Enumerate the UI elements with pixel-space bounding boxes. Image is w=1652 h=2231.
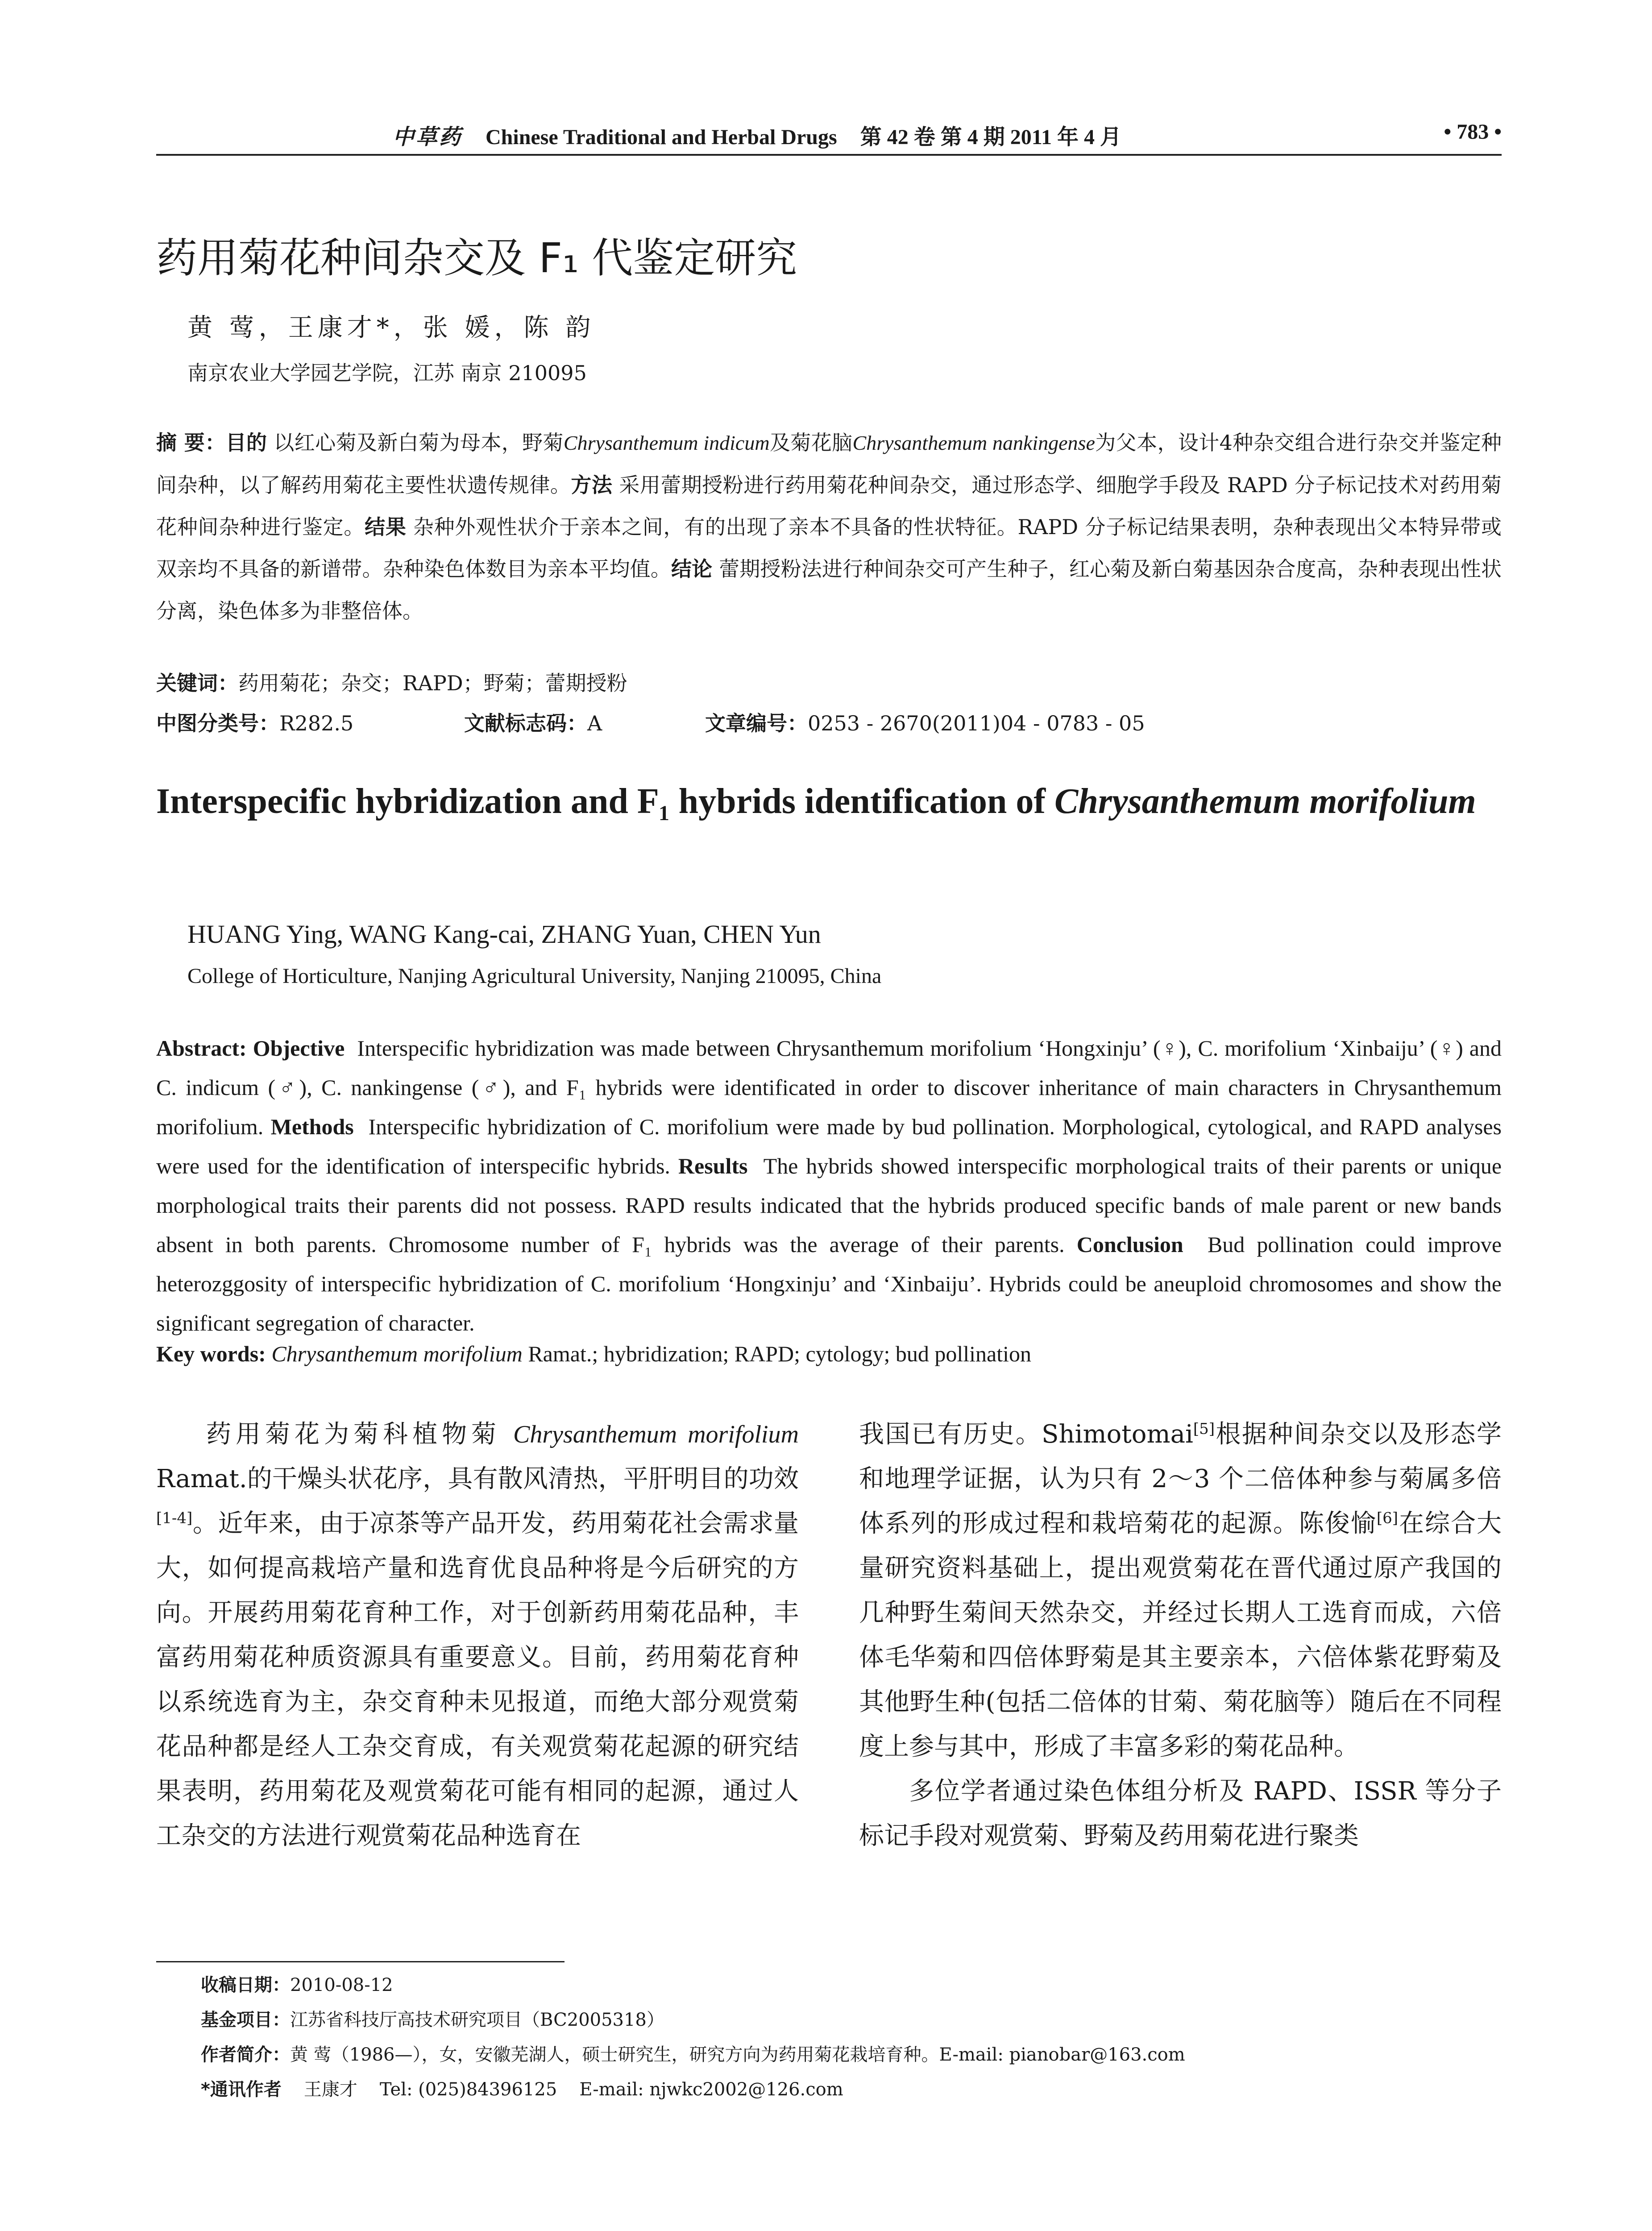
cn-classification	[156, 707, 1502, 737]
footnote-label: *通讯作者	[201, 2079, 282, 2100]
class-value: R282.5	[279, 711, 354, 735]
page-number: • 783 •	[1444, 120, 1502, 144]
en-abstract-label: Abstract:	[156, 1036, 247, 1061]
cn-keywords-label: 关键词：	[156, 671, 238, 695]
body-paragraph	[859, 1412, 1502, 1769]
journal-issue: 第 42 卷 第 4 期 2011 年 4 月	[860, 125, 1122, 149]
journal-header	[156, 120, 1502, 155]
footnote-text: Tel: (025)84396125	[379, 2079, 557, 2100]
citation: [1-4]	[156, 1509, 193, 1527]
cn-methods-label: 方法	[571, 473, 613, 497]
en-methods-text: Interspecific hybridization of C. morifolium were made by bud pollination. Morphological, cytological, and RAPD analyses were used for the identification of interspecific hybrids.	[156, 1114, 1502, 1178]
cn-conclusion-text: 蕾期授粉法进行种间杂交可产生种子，红心菊及新白菊基因杂合度高，杂种表现出性状分离，染色体多为非整倍体。	[156, 557, 1502, 623]
footnotes	[201, 1968, 1185, 2107]
body-text: 在综合大量研究资料基础上，提出观赏菊花在晋代通过原产我国的几种野生菊间天然杂交，并经过长期人工选育而成，六倍体毛华菊和四倍体野菊是其主要亲本，六倍体紫花野菊及其他野生种(包括二倍体的甘菊、菊花脑等）随后在不同程度上参与其中，形成了丰富多彩的菊花品种。	[859, 1509, 1502, 1761]
cn-objective-text: 为父本，设计4种杂交组合进行杂交并鉴定种间杂种，以了解药用菊花主要性状遗传规律。	[156, 431, 1502, 497]
latin-name: Chrysanthemum nankingense	[852, 431, 1095, 454]
cn-keywords	[156, 667, 627, 697]
header-rule	[156, 154, 1502, 156]
cn-objective-label: 目的	[225, 431, 267, 455]
body-text: 根据种间杂交以及形态学和地理学证据，认为只有 2～3 个二倍体种参与菊属多倍体系列的形成过程和栽培菊花的起源。陈俊愉	[859, 1420, 1502, 1538]
body-text: 我国已有历史。Shimotomai	[859, 1420, 1193, 1449]
en-title-text: Interspecific hybridization and F₁ hybrids identification of	[156, 782, 1046, 821]
body-paragraph: 多位学者通过染色体组分析及 RAPD、ISSR 等分子标记手段对观赏菊、野菊及药用菊花进行聚类	[859, 1777, 1502, 1850]
body-text: 药用菊花为菊科植物菊	[206, 1420, 501, 1449]
cn-keywords-text: 药用菊花；杂交；RAPD；野菊；蕾期授粉	[238, 671, 627, 695]
footnote-label: 作者简介：	[201, 2044, 290, 2065]
en-results-text: The hybrids showed interspecific morphological traits of their parents or unique morphological traits their parents did not possess. RAPD results indicated that the hybrids produced specific bands of male parent or new bands absent in both parents. Chromosome number of F₁ hybrids was the average of their parents.	[156, 1153, 1502, 1257]
journal-title	[393, 120, 1121, 150]
en-abstract	[156, 1028, 1502, 1343]
en-title	[156, 776, 1502, 826]
cn-conclusion-label: 结论	[671, 557, 713, 581]
cn-objective-text: 及菊花脑	[769, 431, 853, 455]
cn-title: 药用菊花种间杂交及 F₁ 代鉴定研究	[156, 234, 797, 282]
doc-label: 文献标志码：	[464, 711, 587, 735]
en-keywords	[156, 1341, 1031, 1367]
en-conclusion-text: Bud pollination could improve heterozggosity of interspecific hybridization of C. morifolium ‘Hongxinju’ and ‘Xinbaiju’. Hybrids could be aneuploid chromosomes and show the significant segregation of character.	[156, 1232, 1502, 1335]
en-results-label: Results	[678, 1153, 748, 1178]
cn-abstract	[156, 422, 1502, 632]
cn-objective-text: 以红心菊及新白菊为母本，野菊	[274, 431, 564, 455]
footnote-text: E-mail: njwkc2002@126.com	[579, 2079, 843, 2100]
en-keywords-label: Key words:	[156, 1341, 266, 1366]
footnote-rule	[156, 1961, 565, 1962]
body-paragraph	[156, 1412, 799, 1858]
body-text: 。近年来，由于凉茶等产品开发，药用菊花社会需求量大，如何提高栽培产量和选育优良品种将是今后研究的方向。开展药用菊花育种工作，对于创新药用菊花品种，丰富药用菊花种质资源具有重要意义。目前，药用菊花育种以系统选育为主，杂交育种未见报道，而绝大部分观赏菊花品种都是经人工杂交育成，有关观赏菊花起源的研究结果表明，药用菊花及观赏菊花可能有相同的起源，通过人工杂交的方法进行观赏菊花品种选育在	[156, 1509, 799, 1850]
latin-name: Chrysanthemum indicum	[563, 431, 770, 454]
footnote-received	[201, 1968, 1185, 2003]
body-column-right	[859, 1412, 1502, 1858]
footnote-label: 收稿日期：	[201, 1975, 290, 1995]
en-conclusion-label: Conclusion	[1076, 1232, 1183, 1257]
cn-results-text: 杂种外观性状介于亲本之间，有的出现了亲本不具备的性状特征。RAPD 分子标记结果表明，杂种表现出父本特异带或双亲均不具备的新谱带。杂种染色体数目为亲本平均值。	[156, 515, 1502, 581]
doc-value: A	[587, 711, 602, 735]
footnote-text: 2010-08-12	[290, 1975, 393, 1995]
cn-results-label: 结果	[365, 515, 407, 539]
footnote-text: 江苏省科技厅高技术研究项目（BC2005318）	[290, 2010, 664, 2030]
body-text: Ramat.的干燥头状花序，具有散风清热，平肝明目的功效	[156, 1464, 799, 1493]
citation: [5]	[1193, 1420, 1215, 1438]
en-methods-label: Methods	[270, 1114, 354, 1139]
cn-authors: 黄 莺，王康才*，张 媛，陈 韵	[187, 313, 595, 342]
en-authors: HUANG Ying, WANG Kang-cai, ZHANG Yuan, CHEN Yun	[187, 920, 821, 949]
class-label: 中图分类号：	[156, 711, 279, 735]
cn-abstract-label: 摘 要：	[156, 431, 226, 455]
en-affiliation: College of Horticulture, Nanjing Agricultural University, Nanjing 210095, China	[187, 964, 882, 988]
en-keywords-text: Ramat.; hybridization; RAPD; cytology; bud pollination	[528, 1341, 1031, 1366]
footnote-fund	[201, 2003, 1185, 2037]
latin-name: Chrysanthemum morifolium	[513, 1421, 799, 1448]
en-keywords-latin: Chrysanthemum morifolium	[271, 1341, 523, 1366]
journal-name-en: Chinese Traditional and Herbal Drugs	[486, 125, 837, 149]
en-title-latin: Chrysanthemum morifolium	[1054, 782, 1476, 821]
cn-methods-text: 采用蕾期授粉进行药用菊花种间杂交，通过形态学、细胞学手段及 RAPD 分子标记技术对药用菊花种间杂种进行鉴定。	[156, 473, 1502, 539]
cn-affiliation: 南京农业大学园艺学院，江苏 南京 210095	[187, 361, 587, 385]
footnote-author	[201, 2037, 1185, 2072]
body-column-left	[156, 1412, 799, 1858]
journal-name-cn: 中草药	[393, 125, 463, 149]
article-value: 0253 - 2670(2011)04 - 0783 - 05	[808, 711, 1145, 735]
footnote-text: 王康才	[303, 2079, 357, 2100]
en-objective-text: Interspecific hybridization was made between Chrysanthemum morifolium ‘Hongxinju’ (♀), C. morifolium ‘Xinbaiju’ (♀) and C. indicum (♂), C. nankingense (♂), and F₁ hybrids were identificated in order to discover inheritance of main characters in Chrysanthemum morifolium.	[156, 1036, 1502, 1139]
en-objective-label: Objective	[253, 1036, 345, 1061]
footnote-text: 黄 莺（1986—），女，安徽芜湖人，硕士研究生，研究方向为药用菊花栽培育种。E-mail: pianobar@163.com	[290, 2044, 1185, 2065]
footnote-label: 基金项目：	[201, 2010, 290, 2030]
citation: [6]	[1376, 1509, 1399, 1527]
article-label: 文章编号：	[705, 711, 808, 735]
footnote-corresponding	[201, 2072, 1185, 2107]
